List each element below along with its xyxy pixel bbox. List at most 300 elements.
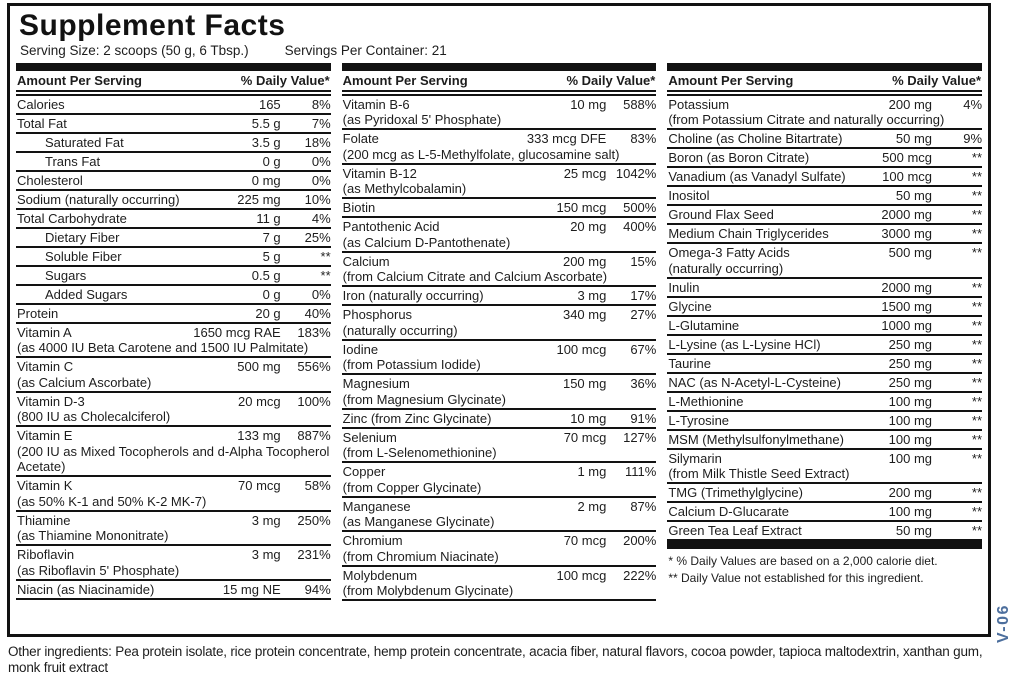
nutrient-line: [342, 568, 657, 584]
nutrient-daily-value: 4%: [311, 210, 331, 226]
panel-header: [10, 6, 988, 63]
table-row: [667, 355, 982, 374]
nutrient-name: Vitamin E: [17, 428, 73, 444]
nutrient-note: (from L-Selenomethionine): [342, 445, 497, 461]
nutrient-amount: 0 mg: [251, 172, 281, 188]
nutrient-amount: 3000 mg: [881, 226, 933, 242]
nutrient-amount: 200 mg: [888, 485, 933, 501]
nutrient-daily-value: 1042%: [615, 165, 657, 181]
nutrient-daily-value: **: [971, 245, 983, 261]
nutrient-note: (as Pyridoxal 5' Phosphate): [342, 112, 502, 128]
table-row: [16, 172, 331, 191]
nutrient-line: [16, 325, 331, 341]
nutrient-amount: 10 mg: [570, 410, 607, 426]
nutrient-daily-value: **: [971, 355, 983, 371]
nutrient-daily-value: 15%: [630, 253, 657, 269]
nutrient-amount: 50 mg: [895, 188, 933, 204]
nutrient-daily-value: 111%: [625, 464, 657, 480]
nutrient-line: [16, 249, 331, 265]
table-row: [16, 305, 331, 324]
serving-info: [19, 43, 978, 63]
nutrient-name: Iron (naturally occurring): [342, 288, 484, 304]
nutrient-name: Glycine: [668, 298, 712, 314]
nutrient-name: Iodine: [342, 341, 379, 357]
nutrient-name: Vitamin C: [17, 359, 74, 375]
table-row: [667, 298, 982, 317]
nutrient-note: (from Copper Glycinate): [342, 479, 482, 495]
nutrient-daily-value: **: [971, 188, 983, 204]
nutrient-amount: 2000 mg: [881, 279, 933, 295]
nutrient-line: [16, 306, 331, 322]
table-row: [667, 336, 982, 355]
nutrient-daily-value: 67%: [630, 341, 657, 357]
nutrient-line: [342, 464, 657, 480]
nutrient-line: [342, 533, 657, 549]
nutrient-amount: 5.5 g: [251, 115, 281, 131]
nutrient-note: (as Methylcobalamin): [342, 181, 467, 197]
nutrient-amount: 100 mcg: [882, 169, 933, 185]
nutrient-name: NAC (as N-Acetyl-L-Cysteine): [668, 374, 841, 390]
nutrient-line: [667, 131, 982, 147]
facts-column-2: [342, 63, 657, 602]
nutrient-daily-value: 9%: [963, 131, 983, 147]
nutrient-name: Molybdenum: [342, 567, 418, 583]
table-row: [16, 286, 331, 305]
table-row: [16, 324, 331, 359]
nutrient-amount: 20 g: [255, 305, 281, 321]
nutrient-amount: 5 g: [262, 248, 281, 264]
nutrient-amount: 100 mg: [888, 431, 933, 447]
nutrient-amount: 0 g: [262, 286, 281, 302]
nutrient-line: [16, 135, 331, 151]
table-row: [667, 484, 982, 503]
nutrient-amount: 20 mg: [570, 219, 607, 235]
table-row: [667, 225, 982, 244]
nutrient-daily-value: 10%: [304, 191, 331, 207]
table-row: [342, 218, 657, 253]
nutrient-daily-value: **: [971, 504, 983, 520]
table-row: [667, 168, 982, 187]
facts-columns: [10, 63, 988, 602]
nutrient-amount: 1500 mg: [881, 298, 933, 314]
nutrient-amount: 100 mcg: [556, 567, 607, 583]
table-row: [16, 477, 331, 512]
table-row: [16, 267, 331, 286]
nutrient-daily-value: 36%: [630, 376, 657, 392]
table-row: [342, 287, 657, 306]
nutrient-name: Ground Flax Seed: [668, 207, 774, 223]
table-row: [16, 134, 331, 153]
nutrient-daily-value: **: [320, 267, 331, 283]
nutrient-name: Vitamin B-12: [342, 165, 417, 181]
table-row: [667, 206, 982, 225]
nutrient-note: (200 mcg as L-5-Methylfolate, glucosamine salt): [342, 146, 620, 162]
nutrient-line: [16, 173, 331, 189]
nutrient-amount: 200 mg: [562, 253, 607, 269]
nutrient-name: Sodium (naturally occurring): [17, 191, 180, 207]
nutrient-amount: 15 mg NE: [222, 581, 281, 597]
nutrient-note: (as 4000 IU Beta Carotene and 1500 IU Palmitate): [17, 340, 309, 356]
nutrient-line: [667, 207, 982, 223]
nutrient-daily-value: **: [971, 450, 983, 466]
table-row: [342, 306, 657, 341]
nutrient-amount: 100 mg: [888, 450, 933, 466]
nutrient-name: Soluble Fiber: [45, 248, 122, 264]
nutrient-amount: 70 mcg: [563, 533, 607, 549]
nutrient-line: [667, 337, 982, 353]
nutrient-amount: 2000 mg: [881, 207, 933, 223]
nutrient-line: [667, 523, 982, 539]
nutrient-daily-value: 18%: [304, 134, 331, 150]
nutrient-amount: 70 mcg: [238, 478, 281, 494]
nutrient-daily-value: **: [971, 412, 983, 428]
nutrient-note: (as Manganese Glycinate): [342, 514, 495, 530]
nutrient-name: Vitamin D-3: [17, 393, 85, 409]
nutrient-daily-value: **: [971, 317, 983, 333]
nutrient-line: [667, 280, 982, 296]
nutrient-daily-value: 887%: [297, 428, 331, 444]
table-row: [667, 393, 982, 412]
nutrient-amount: 10 mg: [570, 96, 607, 112]
table-row: [342, 253, 657, 288]
nutrient-amount: 150 mg: [562, 376, 607, 392]
nutrient-line: [342, 200, 657, 216]
nutrient-amount: 100 mg: [888, 504, 933, 520]
table-row: [667, 149, 982, 168]
nutrient-name: Folate: [342, 131, 379, 147]
nutrient-daily-value: 91%: [630, 410, 657, 426]
nutrient-line: [667, 394, 982, 410]
table-row: [342, 498, 657, 533]
nutrient-daily-value: **: [971, 226, 983, 242]
table-row: [16, 358, 331, 393]
nutrient-line: [16, 287, 331, 303]
column-header-row: [16, 71, 331, 96]
nutrient-amount: 150 mcg: [556, 200, 607, 216]
table-row: [667, 431, 982, 450]
nutrient-amount: 3 mg: [251, 512, 281, 528]
table-row: [342, 130, 657, 165]
nutrient-daily-value: 27%: [630, 307, 657, 323]
nutrient-daily-value: **: [320, 248, 331, 264]
table-row: [667, 187, 982, 206]
nutrient-daily-value: 127%: [623, 429, 657, 445]
nutrient-line: [16, 582, 331, 598]
amount-per-serving-label: Amount Per Serving: [668, 72, 794, 88]
table-row: [16, 546, 331, 581]
nutrient-name: Inositol: [668, 188, 710, 204]
nutrient-name: L-Methionine: [668, 393, 744, 409]
nutrient-name: Choline (as Choline Bitartrate): [668, 131, 843, 147]
nutrient-name: Cholesterol: [17, 172, 83, 188]
nutrient-name: L-Tyrosine: [668, 412, 730, 428]
table-row: [16, 153, 331, 172]
nutrient-name: Total Carbohydrate: [17, 210, 127, 226]
nutrient-daily-value: 0%: [311, 172, 331, 188]
nutrient-daily-value: 250%: [297, 512, 331, 528]
nutrient-amount: 2 mg: [577, 498, 607, 514]
table-row: [667, 317, 982, 336]
table-row: [667, 374, 982, 393]
table-row: [16, 115, 331, 134]
nutrient-daily-value: 500%: [623, 200, 657, 216]
nutrient-daily-value: **: [971, 374, 983, 390]
version-code: V-06: [995, 604, 1012, 643]
divider-bar: [342, 63, 657, 71]
nutrient-daily-value: **: [971, 485, 983, 501]
table-row: [16, 512, 331, 547]
table-row: [342, 532, 657, 567]
nutrient-amount: 70 mcg: [563, 429, 607, 445]
nutrient-amount: 3 mg: [577, 288, 607, 304]
table-row: [342, 341, 657, 376]
nutrient-daily-value: **: [971, 298, 983, 314]
nutrient-name: Riboflavin: [17, 547, 75, 563]
nutrient-amount: 7 g: [262, 229, 281, 245]
nutrient-daily-value: 87%: [630, 498, 657, 514]
column-header-row: [342, 71, 657, 96]
table-row: [16, 210, 331, 229]
nutrient-daily-value: **: [971, 336, 983, 352]
nutrient-daily-value: 400%: [623, 219, 657, 235]
page-title: Supplement Facts: [19, 9, 286, 42]
nutrient-line: [16, 547, 331, 563]
nutrient-line: [667, 318, 982, 334]
nutrient-line: [342, 499, 657, 515]
table-row: [16, 229, 331, 248]
nutrient-name: Taurine: [668, 355, 711, 371]
nutrient-note: (as Calcium D-Pantothenate): [342, 234, 511, 250]
nutrient-amount: 250 mg: [888, 355, 933, 371]
nutrient-amount: 133 mg: [237, 428, 281, 444]
nutrient-amount: 1 mg: [577, 464, 607, 480]
nutrient-name: Added Sugars: [45, 286, 128, 302]
nutrient-note: (from Chromium Niacinate): [342, 548, 499, 564]
nutrient-amount: 100 mcg: [556, 341, 607, 357]
table-row: [342, 96, 657, 131]
nutrient-name: Omega-3 Fatty Acids: [668, 245, 790, 261]
nutrient-line: [16, 116, 331, 132]
nutrient-note: (naturally occurring): [668, 260, 784, 276]
nutrient-daily-value: 40%: [304, 305, 331, 321]
nutrient-amount: 0 g: [262, 153, 281, 169]
nutrient-name: Pantothenic Acid: [342, 219, 440, 235]
nutrient-note: (from Calcium Citrate and Calcium Ascorbate): [342, 269, 608, 285]
nutrient-name: Inulin: [668, 279, 700, 295]
nutrient-name: Trans Fat: [45, 153, 101, 169]
nutrient-amount: 100 mg: [888, 412, 933, 428]
nutrient-line: [342, 411, 657, 427]
nutrient-line: [16, 268, 331, 284]
nutrient-amount: 200 mg: [888, 96, 933, 112]
nutrient-name: Selenium: [342, 429, 397, 445]
nutrient-line: [16, 154, 331, 170]
nutrient-daily-value: 25%: [304, 229, 331, 245]
nutrient-note: (from Magnesium Glycinate): [342, 391, 506, 407]
nutrient-name: Copper: [342, 464, 386, 480]
nutrient-line: [667, 485, 982, 501]
nutrient-line: [667, 188, 982, 204]
nutrient-line: [16, 513, 331, 529]
nutrient-line: [667, 375, 982, 391]
footnote-line: * % Daily Values are based on a 2,000 calorie diet.: [668, 554, 938, 569]
nutrient-name: L-Glutamine: [668, 317, 740, 333]
nutrient-name: Magnesium: [342, 376, 410, 392]
nutrient-line: [16, 230, 331, 246]
nutrient-line: [342, 342, 657, 358]
nutrient-amount: 100 mg: [888, 393, 933, 409]
divider-bar: [16, 63, 331, 71]
nutrient-name: Phosphorus: [342, 307, 413, 323]
divider-bar: [667, 541, 982, 549]
nutrient-line: [16, 97, 331, 113]
nutrient-name: Sugars: [45, 267, 87, 283]
nutrient-name: Calcium D-Glucarate: [668, 504, 789, 520]
nutrient-name: Potassium: [668, 96, 730, 112]
nutrient-line: [342, 97, 657, 113]
nutrient-line: [16, 394, 331, 410]
nutrient-line: [16, 359, 331, 375]
other-ingredients: Other ingredients: Pea protein isolate, rice protein concentrate, hemp protein concentrate, acacia fiber, natural flavors, cocoa powder, tapioca maltodextrin, xanthan gum, monk fruit extract: [8, 644, 983, 676]
footnotes: [667, 549, 982, 588]
nutrient-line: [16, 428, 331, 444]
nutrient-daily-value: **: [971, 431, 983, 447]
nutrient-daily-value: 200%: [623, 533, 657, 549]
nutrient-daily-value: **: [971, 393, 983, 409]
nutrient-daily-value: 588%: [623, 96, 657, 112]
table-row: [667, 244, 982, 279]
table-row: [16, 581, 331, 600]
nutrient-line: [667, 150, 982, 166]
nutrient-amount: 500 mcg: [882, 150, 933, 166]
nutrient-daily-value: **: [971, 523, 983, 539]
nutrient-line: [667, 245, 982, 261]
nutrient-note: (200 IU as Mixed Tocopherols and d-Alpha Tocopherol Acetate): [17, 443, 330, 475]
nutrient-line: [342, 131, 657, 147]
nutrient-amount: 25 mcg: [563, 165, 607, 181]
nutrient-name: Protein: [17, 305, 59, 321]
nutrient-line: [342, 288, 657, 304]
table-row: [667, 503, 982, 522]
nutrient-name: Niacin (as Niacinamide): [17, 581, 155, 597]
nutrient-daily-value: **: [971, 279, 983, 295]
nutrient-note: (from Molybdenum Glycinate): [342, 583, 514, 599]
table-row: [667, 412, 982, 431]
nutrient-line: [667, 504, 982, 520]
nutrient-name: Biotin: [342, 200, 376, 216]
nutrient-name: Medium Chain Triglycerides: [668, 226, 829, 242]
nutrient-amount: 1000 mg: [881, 317, 933, 333]
nutrient-note: (800 IU as Cholecalciferol): [17, 409, 171, 425]
nutrient-name: Green Tea Leaf Extract: [668, 523, 802, 539]
nutrient-amount: 165: [258, 96, 281, 112]
nutrient-line: [667, 432, 982, 448]
nutrient-note: (as 50% K-1 and 50% K-2 MK-7): [17, 493, 207, 509]
nutrient-line: [667, 356, 982, 372]
table-row: [16, 393, 331, 428]
nutrient-note: (naturally occurring): [342, 322, 458, 338]
daily-value-label: % Daily Value*: [892, 72, 982, 88]
nutrient-line: [667, 97, 982, 113]
nutrient-name: MSM (Methylsulfonylmethane): [668, 431, 844, 447]
nutrient-amount: 3.5 g: [251, 134, 281, 150]
nutrient-amount: 1650 mcg RAE: [193, 324, 281, 340]
nutrient-line: [342, 219, 657, 235]
servings-per-container: Servings Per Container: 21: [284, 42, 447, 58]
table-row: [16, 248, 331, 267]
footnote-line: ** Daily Value not established for this ingredient.: [668, 571, 924, 586]
nutrient-daily-value: 7%: [311, 115, 331, 131]
nutrient-name: Vanadium (as Vanadyl Sulfate): [668, 169, 846, 185]
nutrient-line: [342, 430, 657, 446]
nutrient-daily-value: 8%: [311, 96, 331, 112]
nutrient-amount: 250 mg: [888, 374, 933, 390]
nutrient-name: Total Fat: [17, 115, 67, 131]
table-row: [16, 96, 331, 115]
nutrient-name: Chromium: [342, 533, 403, 549]
nutrient-amount: 225 mg: [237, 191, 281, 207]
nutrient-line: [667, 451, 982, 467]
nutrient-line: [342, 254, 657, 270]
daily-value-label: % Daily Value*: [566, 72, 656, 88]
nutrient-amount: 0.5 g: [251, 267, 281, 283]
nutrient-name: Silymarin: [668, 450, 722, 466]
nutrient-note: (from Potassium Iodide): [342, 357, 481, 373]
nutrient-daily-value: 17%: [630, 288, 657, 304]
nutrient-amount: 500 mg: [888, 245, 933, 261]
table-row: [667, 130, 982, 149]
nutrient-amount: 333 mcg DFE: [526, 131, 607, 147]
nutrient-line: [16, 211, 331, 227]
nutrient-daily-value: 0%: [311, 153, 331, 169]
table-row: [342, 199, 657, 218]
nutrient-note: (from Milk Thistle Seed Extract): [668, 466, 850, 482]
nutrient-line: [342, 166, 657, 182]
serving-size: Serving Size: 2 scoops (50 g, 6 Tbsp.): [20, 42, 249, 58]
nutrient-name: Vitamin A: [17, 324, 72, 340]
daily-value-label: % Daily Value*: [240, 72, 330, 88]
nutrient-line: [16, 478, 331, 494]
divider-bar: [667, 63, 982, 71]
nutrient-name: TMG (Trimethylglycine): [668, 485, 803, 501]
nutrient-amount: 50 mg: [895, 131, 933, 147]
column-header-row: [667, 71, 982, 96]
nutrient-line: [342, 307, 657, 323]
nutrient-name: Thiamine: [17, 512, 71, 528]
nutrient-daily-value: 222%: [623, 567, 657, 583]
nutrient-line: [16, 192, 331, 208]
table-row: [16, 427, 331, 477]
nutrient-name: Manganese: [342, 498, 411, 514]
table-row: [342, 463, 657, 498]
nutrient-amount: 3 mg: [251, 547, 281, 563]
nutrient-note: (as Thiamine Mononitrate): [17, 528, 169, 544]
nutrient-line: [667, 413, 982, 429]
facts-column-1: [16, 63, 331, 600]
nutrient-note: (from Potassium Citrate and naturally occurring): [668, 112, 945, 128]
nutrient-name: Zinc (from Zinc Glycinate): [342, 410, 492, 426]
table-row: [342, 410, 657, 429]
table-row: [342, 567, 657, 602]
table-row: [342, 429, 657, 464]
table-row: [342, 165, 657, 200]
nutrient-daily-value: 94%: [304, 581, 331, 597]
nutrient-line: [342, 376, 657, 392]
nutrient-name: Calcium: [342, 253, 390, 269]
nutrient-daily-value: 58%: [304, 478, 331, 494]
nutrient-daily-value: **: [971, 150, 983, 166]
nutrient-daily-value: 556%: [297, 359, 331, 375]
